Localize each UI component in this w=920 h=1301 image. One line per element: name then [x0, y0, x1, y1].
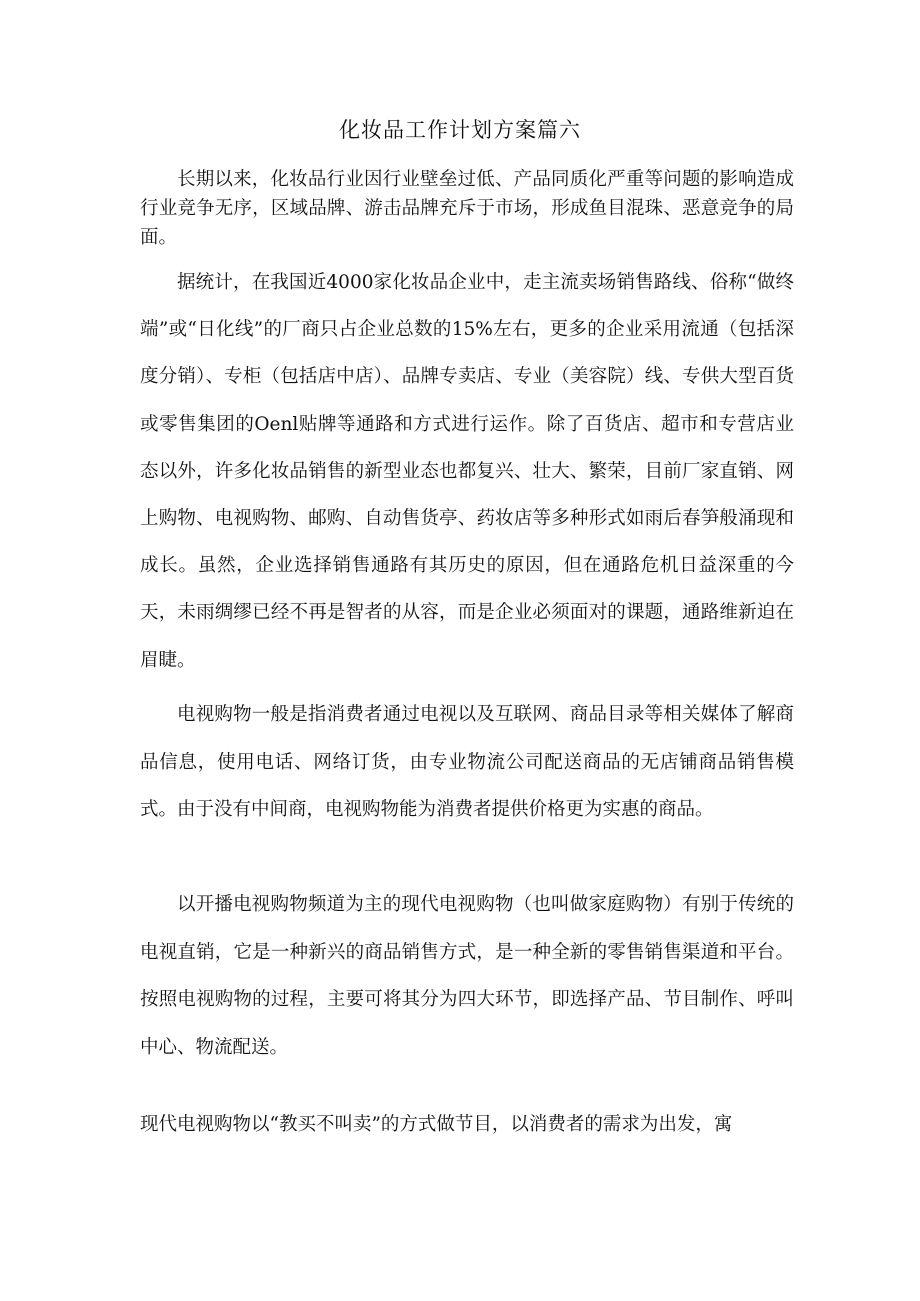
paragraph-channel-statistics: 据统计，在我国近4000家化妆品企业中，走主流卖场销售路线、俗称“做终端”或“日化线”的厂商只占企业总数的15%左右，更多的企业采用流通（包括深度分销）、专柜（包括店中店）、品牌专卖店、专业（美容院）线、专供大型百货或零售集团的Oenl贴牌等通路和方式进行运作。除了百货店、超市和专营店业态以外，许多化妆品销售的新型业态也都复兴、壮大、繁荣，目前厂家直销、网上购物、电视购物、邮购、自动售货亭、药妆店等多种形式如雨后春笋般涌现和成长。虽然，企业选择销售通路有其历史的原因，但在通路危机日益深重的今天，未雨绸缪已经不再是智者的从容，而是企业必须面对的课题，通路维新迫在眉睫。	[140, 272, 794, 671]
paragraph-industry-background: 长期以来，化妆品行业因行业壁垒过低、产品同质化严重等问题的影响造成行业竞争无序，区域品牌、游击品牌充斥于市场，形成鱼目混珠、恶意竞争的局面。	[140, 169, 794, 248]
document-title: 化妆品工作计划方案篇六	[339, 118, 581, 142]
paragraph-program-style: 现代电视购物以“教买不叫卖”的方式做节目，以消费者的需求为出发，寓	[140, 1114, 733, 1135]
paragraph-modern-tv-shopping: 以开播电视购物频道为主的现代电视购物（也叫做家庭购物）有别于传统的电视直销，它是一种新兴的商品销售方式，是一种全新的零售销售渠道和平台。按照电视购物的过程，主要可将其分为四大环节，即选择产品、节目制作、呼叫中心、物流配送。	[140, 894, 794, 1058]
paragraph-tv-shopping-definition: 电视购物一般是指消费者通过电视以及互联网、商品目录等相关媒体了解商品信息，使用电话、网络订货，由专业物流公司配送商品的无店铺商品销售模式。由于没有中间商，电视购物能为消费者提供价格更为实惠的商品。	[140, 704, 794, 820]
